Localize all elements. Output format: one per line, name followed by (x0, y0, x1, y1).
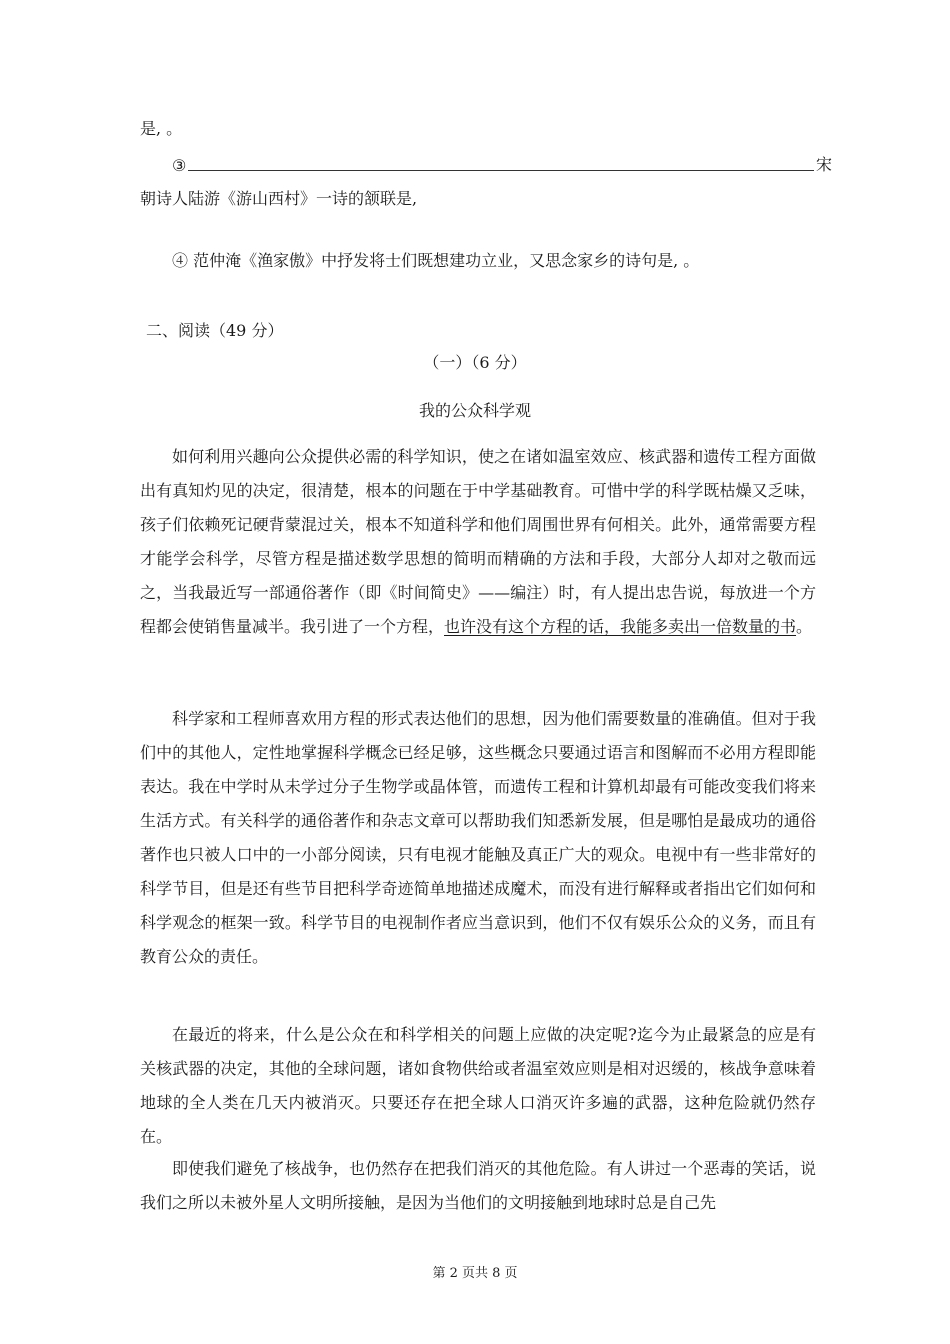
article-title: 我的公众科学观 (418, 401, 531, 420)
paragraph-3: 在最近的将来，什么是公众在和科学相关的问题上应做的决定呢?迄今为止最紧急的应是有关核武器的决定，其他的全球问题，诸如食物供给或者温室效应则是相对迟缓的，核战争意味着地球的全人类在几天内被消灭。只要还存在把全球人口消灭许多遍的武器，这种危险就仍然存在。 (140, 1025, 816, 1146)
paragraph-2: 科学家和工程师喜欢用方程的形式表达他们的思想，因为他们需要数量的准确值。但对于我们中的其他人，定性地掌握科学概念已经足够，这些概念只要通过语言和图解而不必用方程即能表达。我在中学时从未学过分子生物学或晶体管，而遗传工程和计算机却最有可能改变我们将来生活方式。有关科学的通俗著作和杂志文章可以帮助我们知悉新发展，但是哪怕是最成功的通俗著作也只被人口中的一小部分阅读，只有电视才能触及真正广大的观众。电视中有一些非常好的科学节目，但是还有些节目把科学奇迹简单地描述成魔术，而没有进行解释或者指出它们如何和科学观念的框架一致。科学节目的电视制作者应当意识到，他们不仅有娱乐公众的义务，而且有教育公众的责任。 (140, 709, 816, 966)
question-3-number: ③ (172, 156, 187, 175)
question-3-line (172, 152, 832, 175)
page-footer: 第 2 页共 8 页 (432, 1266, 518, 1281)
question-3-continuation: 朝诗人陆游《游山西村》一诗的颔联是, (140, 189, 418, 208)
question-3-tail: 宋 (815, 155, 832, 174)
paragraph-1-text: 如何利用兴趣向公众提供必需的科学知识，使之在诸如温室效应、核武器和遗传工程方面做出有真知灼见的决定，很清楚，根本的问题在于中学基础教育。可惜中学的科学既枯燥又乏味，孩子们依赖死记硬背蒙混过关，根本不知道科学和他们周围世界有何相关。此外，通常需要方程才能学会科学，尽管方程是描述数学思想的简明而精确的方法和手段，大部分人却对之敬而远之，当我最近写一部通俗著作（即《时间简史》——编注）时，有人提出忠告说，每放进一个方程都会使销售量减半。我引进了一个方程， (140, 447, 816, 636)
underlined-sentence: 也许没有这个方程的话，我能多卖出一倍数量的书 (444, 617, 797, 636)
section-title: 二、阅读（49 分） (146, 321, 284, 340)
paragraph-1-end: 。 (796, 617, 813, 636)
continued-answer-line: 是, 。 (140, 119, 183, 138)
question-4: ④ 范仲淹《渔家傲》中抒发将士们既想建功立业，又思念家乡的诗句是, 。 (172, 251, 700, 270)
paragraph-4: 即使我们避免了核战争，也仍然存在把我们消灭的其他危险。有人讲过一个恶毒的笑话，说我们之所以未被外星人文明所接触，是因为当他们的文明接触到地球时总是自己先 (140, 1159, 816, 1212)
subsection-title: （一）（6 分） (423, 353, 527, 372)
answer-blank[interactable] (188, 156, 814, 171)
paragraph-1 (140, 440, 816, 644)
